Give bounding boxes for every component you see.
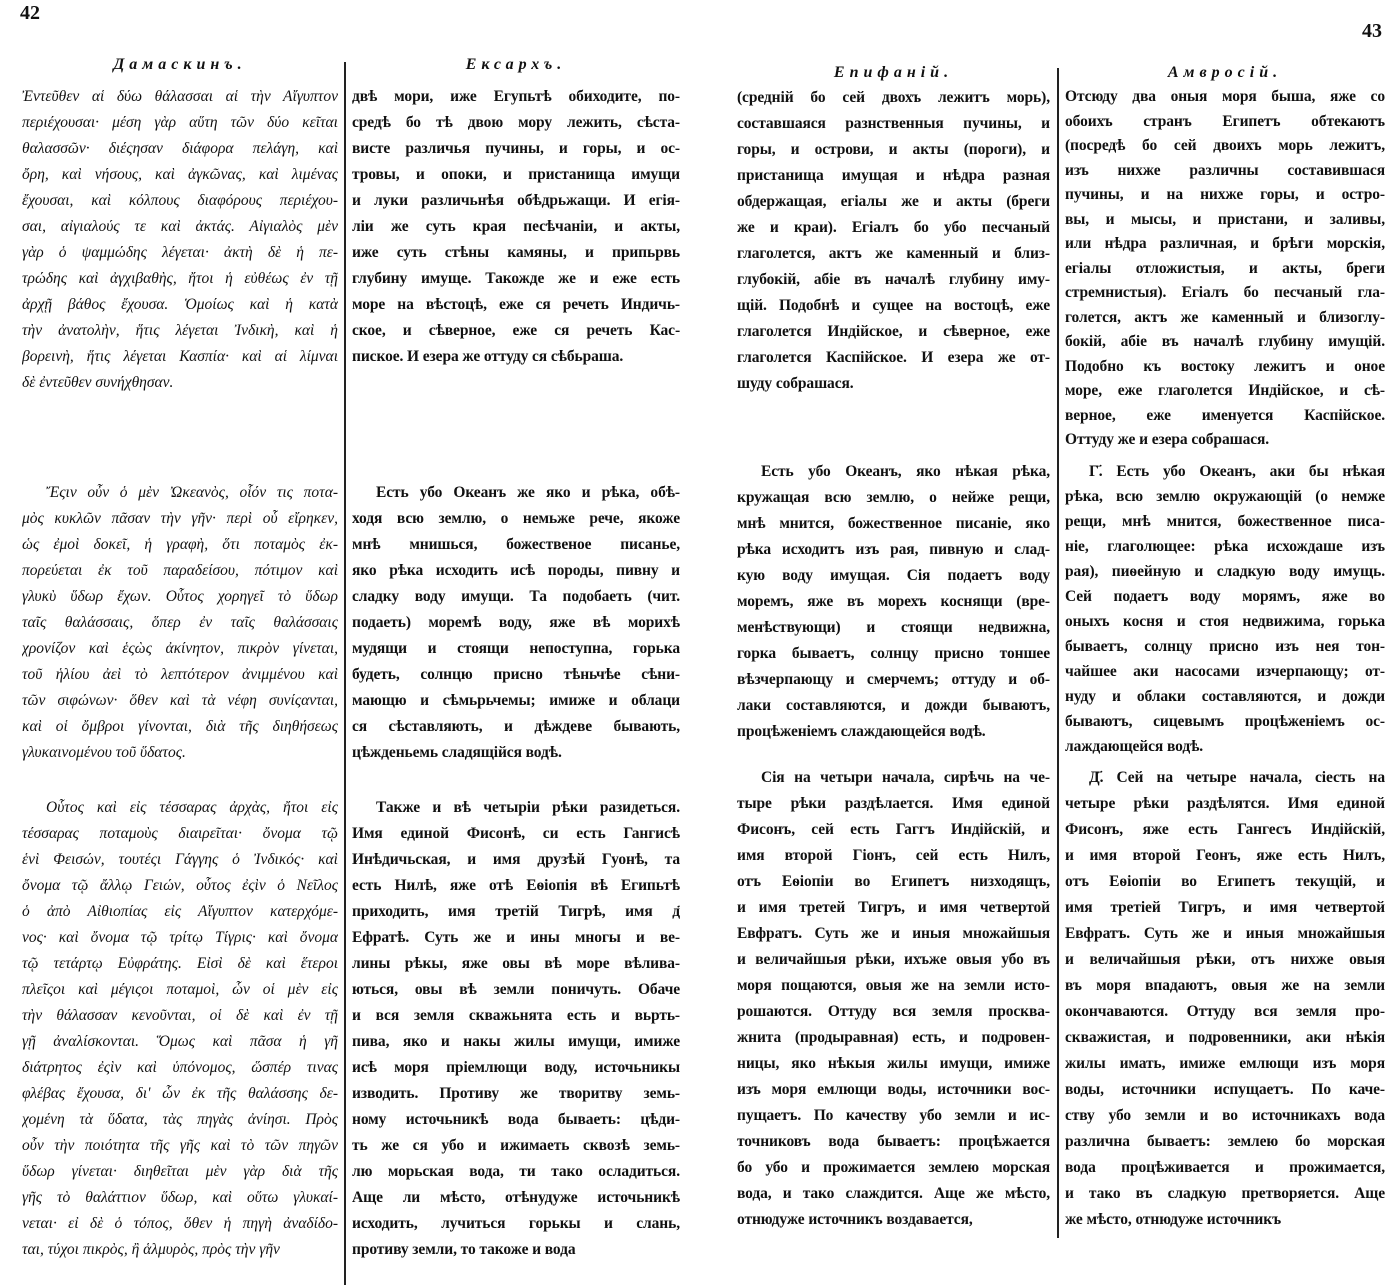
text-line: Отсюду два оныя моря быша, яже со <box>1065 88 1385 105</box>
column-divider-right <box>1057 68 1059 1238</box>
text-line: глаголется Индійское, и сѣверное, еже <box>737 323 1050 340</box>
text-line: отнюдуже источникъ воздавается, <box>737 1211 973 1228</box>
text-line: γλυκαινομένου τοῦ ὕδατος. <box>22 744 186 761</box>
text-line: и имя второй Геонъ, яже есть Нилъ, <box>1065 847 1385 864</box>
text-line: рошаются. Оттуду вся земля просква- <box>737 1003 1050 1020</box>
text-line: различна бываетъ: землею бо морская <box>1065 1133 1385 1150</box>
text-line: цѣжденьемь сладящiйся водѣ. <box>352 744 562 761</box>
text-line: ному источьникѣ вода бываеть: цѣди- <box>352 1111 680 1128</box>
text-line: Имя единой Фисонѣ, си есть Гангисѣ <box>352 825 680 842</box>
text-line: Д҃. Сей на четыре начала, сіесть на <box>1089 769 1385 786</box>
text-line: Ἐντεῦθεν αἱ δύω θάλασσαι αἱ τὴν Αἴγυπτον <box>22 88 338 105</box>
text-line: въ моря впадаютъ, овыя же на земли <box>1065 977 1385 994</box>
text-line: ское, и сѣверное, еже ся речеть Кас- <box>352 322 680 339</box>
text-line: τῶν σιφώνων· ὅθεν καὶ τὰ νέφη συνίςανται, <box>22 692 338 709</box>
text-line: пущаетъ. По качеству убо земли и ис- <box>737 1107 1050 1124</box>
text-line: Фисонъ, сей есть Гаггъ Индійскій, и <box>737 821 1050 838</box>
greek-paragraph-1 <box>22 84 338 396</box>
text-line: есть Нилѣ, яже отѣ Еѳiопiя вѣ Египьтѣ <box>352 877 680 894</box>
text-line: Евфратъ. Суть же и иныя множайшыя <box>1065 925 1385 942</box>
text-line: подаеть) моремѣ воду, яже вѣ морихѣ <box>352 614 680 631</box>
text-line: Евфратъ. Суть же и иныя множайшыя <box>737 925 1050 942</box>
text-line: сладку воду имущи. Та подобаеть (чит. <box>352 588 680 605</box>
text-line: νος· καὶ ὄνομα τῷ τρίτῳ Τίγρις· καὶ ὄνομα <box>22 929 338 946</box>
text-line: Также и вѣ четырiи рѣки разидеться. <box>376 799 680 816</box>
text-line: горы, и острови, и акты (пороги), и <box>737 141 1050 158</box>
text-line: глубину имуще. Такожде же и еже есть <box>352 270 680 287</box>
text-line: щій. Подобнѣ и сущее на востоцѣ, еже <box>737 297 1050 314</box>
text-line: изъ моря емлющи воды, источники вос- <box>737 1081 1050 1098</box>
text-line: Ἔςιν οὖν ὁ μὲν Ὠκεανὸς, οἷόν τις ποτα- <box>46 484 338 501</box>
text-line: средѣ бо тѣ двою мору лежить, сѣста- <box>352 114 680 131</box>
epiphanius-paragraph-2 <box>737 459 1050 745</box>
text-line: Есть убо Океанъ, яко нѣкая рѣка, <box>761 463 1050 480</box>
ambrose-paragraph-1 <box>1065 85 1385 453</box>
text-line: οὖν τὴν ποιότητα τῆς γῆς καὶ τὸ τῶν πηγῶν <box>22 1137 338 1154</box>
text-line: глаголется Каспійское. И езера же от- <box>737 349 1050 366</box>
text-line: Οὗτος καὶ εἰς τέσσαρας ἀρχὰς, ἤτοι εἰς <box>46 799 338 816</box>
text-line: процѣженіемъ слаждающейся водѣ. <box>737 723 986 740</box>
text-line: скважистая, и подровенники, аки нѣкія <box>1065 1029 1385 1046</box>
text-line: Аще ли мѣсто, отѣнудуже источьникѣ <box>352 1189 680 1206</box>
text-line: лаждающейся водѣ. <box>1065 738 1204 755</box>
text-line: вѣзчерпающу и смерчемъ; оттуду и об- <box>737 671 1050 688</box>
text-line: бываетъ, солнцу присно изъ нея тон- <box>1065 638 1385 655</box>
text-line: же и краи). Егiалъ бо убо песчаный <box>737 219 1050 236</box>
text-line: Ефратѣ. Суть же и ины многы и ве- <box>352 929 680 946</box>
text-line: приходить, имя третiй Тигрѣ, имя д҃ <box>352 903 680 920</box>
text-line: мудящи и стоящи непоступна, горька <box>352 640 680 657</box>
text-line: ходя всю землю, о немьже рече, якоже <box>352 510 680 527</box>
text-line: глубокій, абіе въ началѣ глубину иму- <box>737 271 1050 288</box>
text-line: δὲ ἐντεῦθεν συνήχθησαν. <box>22 374 174 391</box>
column-heading-exarch: Ексархъ. <box>465 56 567 73</box>
text-line: оныхъ косня и стоя недвижима, горька <box>1065 613 1385 630</box>
text-line: θαλασσῶν· διέςησαν διάφορα πελάγη, καὶ <box>22 140 338 157</box>
text-line: составшаяся разнственныя пучины, и <box>737 115 1050 132</box>
text-line: имя второй Гіонъ, сей есть Нилъ, <box>737 847 1050 864</box>
text-line: Фисонъ, яже есть Гангесъ Индійскій, <box>1065 821 1385 838</box>
text-line: τρώδης καὶ ἀγχιβαθὴς, ἤτοι ἡ εὐθέως ἐν τῇ <box>22 270 338 287</box>
text-line: ἀρχῇ βάθος ἔχουσα. Ὁμοίως καὶ ἡ κατὰ <box>22 296 338 313</box>
text-line: γὰρ ὁ ψαμμώδης λέγεται· ἀκτὴ δὲ ἡ πε- <box>22 244 338 261</box>
text-line: обоихъ странъ Египетъ обтекаютъ <box>1065 112 1385 130</box>
text-line: τὴν θάλασσαν κενοῦνται, οἱ δὲ καὶ ἐν τῇ <box>22 1007 338 1024</box>
page-number-right: 43 <box>1362 20 1382 42</box>
text-line: и тако въ сладкую претворяется. Аще <box>1065 1185 1385 1202</box>
text-line: бокій, абіе въ началѣ глубину имущій. <box>1065 333 1385 350</box>
text-line: Сей подаетъ воду морямъ, яже во <box>1065 588 1385 605</box>
text-line: бываютъ, сицевымъ процѣженіемъ ос- <box>1065 713 1385 730</box>
text-line: моря пощаются, овыя же на земли исто- <box>737 977 1050 994</box>
text-line: кружащая всю землю, о нейже рещи, <box>737 489 1050 506</box>
text-line: ніе, глаголющее: рѣка исхождаше изъ <box>1065 538 1385 555</box>
greek-paragraph-3 <box>22 795 338 1263</box>
text-line: φλέβας ἔχουσα, δι' ὧν ἐκ τῆς θαλάσσης δε- <box>22 1085 338 1102</box>
text-line: ὁ ἀπὸ Αἰθιοπίας εἰς Αἴγυπτον κατερχόμε- <box>22 903 338 920</box>
text-line: лаки составляются, и дожди бываютъ, <box>737 697 1050 714</box>
text-line: и имя третей Тигръ, и имя четвертой <box>737 899 1050 916</box>
column-heading-damascene: Дамаскинъ. <box>113 56 247 73</box>
text-line: Есть убо Океанъ же яко и рѣка, обѣ- <box>376 484 680 501</box>
text-line: и величайшыя рѣки, ихъже овыя убо въ <box>737 951 1050 968</box>
text-line: мнѣ мнишься, божественое писанье, <box>352 536 680 553</box>
text-line: воды, источники испущаетъ. По каче- <box>1065 1081 1385 1098</box>
text-line: ταῖς θαλάσσαις, ὅπερ ἐν ταῖς θαλάσσαις <box>22 614 338 631</box>
text-line: σαι, αἰγιαλούς τε καὶ ἀκτάς. Αἰγιαλὸς μὲν <box>22 218 338 235</box>
text-line: иже суть стѣны камяны, и припьрвь <box>352 244 680 261</box>
text-line: море на вѣстоцѣ, еже ся речеть Индичь- <box>352 296 680 313</box>
column-heading-epiphanius: Епифаній. <box>833 64 954 81</box>
text-line: Оттуду же и езера собрашася. <box>1065 431 1270 448</box>
ambrose-paragraph-2 <box>1065 459 1385 759</box>
text-line: γῆς τὸ θαλάττιον ὕδωρ, καὶ οὕτω γλυκαί- <box>22 1189 338 1206</box>
text-line: моремъ, яже въ морехъ коснящи (вре- <box>737 593 1050 610</box>
text-line: двѣ мори, иже Егупьтѣ обиходите, по- <box>352 88 680 105</box>
epiphanius-paragraph-1 <box>737 85 1050 397</box>
text-line: изъ нихже различны составившася <box>1065 161 1385 179</box>
text-line: жилы имать, имиже емлющи изъ моря <box>1065 1055 1385 1072</box>
text-line: χομένη τὰ ὕδατα, τὰς πηγὰς ἀνίησι. Πρὸς <box>22 1111 338 1128</box>
text-line: рещи, мнѣ мнится, божественное писа- <box>1065 513 1385 530</box>
text-line: егiалы отложистыя, и акты, бреги <box>1065 259 1385 277</box>
text-line: πλεῖςοι καὶ μέγιςοι ποταμοὶ, ὧν οἱ μὲν εἰς <box>22 981 338 998</box>
text-line: верное, еже именуется Каспійское. <box>1065 406 1385 424</box>
text-line: ть же ся убо и ижимаеть сквозѣ земь- <box>352 1137 680 1154</box>
text-line: висте различья пучины, и горы, и ос- <box>352 140 680 157</box>
text-line: нуду и облаки составляются, и дожди <box>1065 688 1385 705</box>
text-line: περιέχουσαι· μέση γὰρ αὕτη τῶν δύο κεῖται <box>22 114 338 131</box>
text-line: рѣка, всю землю окружающій (о немже <box>1065 488 1385 505</box>
text-line: Подобно къ востоку лежитъ и оное <box>1065 357 1385 375</box>
epiphanius-paragraph-3 <box>737 765 1050 1233</box>
ambrose-paragraph-3 <box>1065 765 1385 1233</box>
text-line: лины рѣкы, яже овы вѣ море вѣлива- <box>352 955 680 972</box>
text-line: бо убо и прожимается землею морская <box>737 1159 1050 1176</box>
text-line: жнита (продыравная) есть, и подровен- <box>737 1029 1050 1046</box>
text-line: исѣ моря прiемлющи воду, источьникы <box>352 1059 680 1076</box>
text-line: тровы, и опоки, и пристанища имущи <box>352 166 680 183</box>
text-line: отъ Еѳіопіи во Египетъ низходящъ, <box>737 873 1050 890</box>
text-line: море, еже глаголется Индійское, и сѣ- <box>1065 382 1385 399</box>
text-line: имя третіей Тигръ, и имя четвертой <box>1065 899 1385 916</box>
text-line: ἔχουσαι, καὶ κόλπους διαφόρους περιέχου- <box>22 192 338 209</box>
text-line: τὴν ἀνατολὴν, ἥτις λέγεται Ἰνδικὴ, καὶ ἡ <box>22 322 338 339</box>
text-line: ὡς ἐμοὶ δοκεῖ, ἡ γραφὴ, ὅτι ποταμὸς ἐκ- <box>22 536 338 553</box>
text-line: Г҃. Есть убо Океанъ, аки бы нѣкая <box>1089 463 1385 480</box>
exarch-paragraph-1 <box>352 84 680 370</box>
text-line: ὕδωρ γίνεται· διηθεῖται μὲν γὰρ διὰ τῆς <box>22 1163 338 1180</box>
text-line: вода процѣживается и прожимается, <box>1065 1159 1385 1176</box>
text-line: γλυκὺ ὕδωρ ἔχων. Οὗτος χορηγεῖ τὸ ὕδωρ <box>22 588 338 605</box>
column-heading-ambrose: Амвросій. <box>1167 64 1283 81</box>
text-line: βορεινὴ, ἥτις λέγεται Κασπία· καὶ αἱ λίμναι <box>22 348 338 365</box>
text-line: мающю и сѣмьрьчемы; имиже и облаци <box>352 692 680 709</box>
text-line: ὄνομα τῷ ἄλλῳ Γειών, οὗτος ἐςὶν ὁ Νεῖλος <box>22 877 338 894</box>
text-line: пучины, и на нихже горы, и остро- <box>1065 186 1385 203</box>
text-line: Инѣдичьская, и имя друзѣй Гуонѣ, та <box>352 851 680 868</box>
page-number-left: 42 <box>20 2 40 24</box>
text-line: и вся земля скважьнята есть и вьрть- <box>352 1007 680 1024</box>
text-line: исходить, лучиться горькы и слань, <box>352 1215 680 1232</box>
text-line: горка бываетъ, солнцу присно тоншее <box>737 645 1050 662</box>
text-line: будеть, солнцю присно тѣньчѣе сѣни- <box>352 666 680 683</box>
text-line: πορεύεται ἐκ τοῦ παραδείσου, πότιμον καὶ <box>22 562 338 579</box>
text-line: ὄρη, καὶ νήσους, καὶ ἀγκῶνας, καὶ λιμένας <box>22 166 338 183</box>
text-line: глаголется, актъ же каменный и близ- <box>737 245 1050 262</box>
text-line: тыре рѣки раздѣлается. Имя единой <box>737 795 1050 812</box>
exarch-paragraph-2 <box>352 480 680 766</box>
text-line: лю морьская вода, ти тако осладиться. <box>352 1163 680 1180</box>
text-line: и луки различьнѣя обѣдрьжащи. И егiя- <box>352 192 680 209</box>
exarch-paragraph-3 <box>352 795 680 1263</box>
text-line: шуду собрашася. <box>737 375 854 392</box>
text-line: ται, τύχοι πικρὸς, ἢ ἁλμυρὸς, πρὸς τὴν γῆν <box>22 1241 280 1258</box>
text-line: четыре рѣки раздѣлятся. Имя единой <box>1065 795 1385 812</box>
text-line: пиское. И езера же оттуду ся сѣбьраша. <box>352 348 624 365</box>
text-line: отъ Еѳіопіи во Египетъ текущій, и <box>1065 873 1385 890</box>
text-line: пристанища имущая и нѣдра разная <box>737 167 1050 184</box>
text-line: рѣка исходитъ изъ рая, пивную и слад- <box>737 541 1050 558</box>
text-line: τέσσαρας ποταμοὺς διαιρεῖται· ὄνομα τῷ <box>22 825 338 842</box>
text-line: лiи же суть края песѣчанiи, и акты, <box>352 218 680 235</box>
text-line: μὸς κυκλῶν πᾶσαν τὴν γῆν· περὶ οὗ εἴρηκεν, <box>22 510 338 527</box>
text-line: ються, овы вѣ земли поничуть. Обаче <box>352 981 680 998</box>
column-divider-left <box>344 62 346 1285</box>
text-line: Сія на четыри начала, сирѣчь на че- <box>761 769 1050 786</box>
text-line: окончаваются. Оттуду вся земля про- <box>1065 1003 1385 1020</box>
text-line: ся сѣставляють, и дѣждеве бывають, <box>352 718 680 735</box>
text-line: вода, и тако слаждится. Аще же мѣсто, <box>737 1185 1050 1202</box>
text-line: мнѣ мнится, божественное писаніе, яко <box>737 515 1050 532</box>
text-line: обдержащая, егiалы же и акты (бреги <box>737 193 1050 210</box>
text-line: изводить. Противу же творитву земь- <box>352 1085 680 1102</box>
text-line: яко рѣка исходить исѣ породы, пивну и <box>352 562 680 579</box>
text-line: ству убо земли и во источникахъ вода <box>1065 1107 1385 1124</box>
text-line: и величайшыя рѣки, отъ нихже овыя <box>1065 951 1385 968</box>
text-line: точниковъ вода бываетъ: процѣжается <box>737 1133 1050 1150</box>
text-line: ницы, яко нѣкыя жилы имущи, имиже <box>737 1055 1050 1072</box>
text-line: пива, яко и накы жилы имущи, имиже <box>352 1033 680 1050</box>
text-line: ἑνὶ Φεισών, τουτέςι Γάγγης ὁ Ἰνδικός· καὶ <box>22 851 338 868</box>
text-line: διάτρητος ἐςὶν καὶ ὑπόνομος, ὥσπέρ τινας <box>22 1059 338 1076</box>
text-line: чайшее аки насосами изчерпающу; от- <box>1065 663 1385 680</box>
greek-paragraph-2 <box>22 480 338 766</box>
text-line: же мѣсто, отнюдуже источникъ <box>1065 1211 1282 1228</box>
text-line: νεται· εἰ δὲ ὁ τόπος, ὅθεν ἡ πηγὴ ἀναδίδο- <box>22 1215 338 1232</box>
text-line: кую воду имущая. Сія подаетъ воду <box>737 567 1050 584</box>
text-line: рая), пиѳейную и сладкую воду имущь. <box>1065 563 1385 580</box>
text-line: χρονίζον καὶ ἑςὼς ἀκίνητον, πικρὸν γίνεται, <box>22 640 338 657</box>
text-line: вы, и мысы, и пристани, и заливы, <box>1065 210 1385 228</box>
text-line: стремнистыя). Егiалъ бо песчаный гла- <box>1065 284 1385 301</box>
text-line: καὶ οἱ ὄμβροι γίνονται, διὰ τῆς διηθήσεως <box>22 718 338 735</box>
text-line: противу земли, то такоже и вода <box>352 1241 576 1258</box>
text-line: или нѣдра различная, и брѣги морскія, <box>1065 235 1385 252</box>
text-line: γῇ ἀναλίσκονται. Ὅμως καὶ πᾶσα ἡ γῆ <box>22 1033 338 1050</box>
text-line: τῷ τετάρτῳ Εὐφράτης. Εἰσὶ δὲ καὶ ἕτεροι <box>22 955 338 972</box>
text-line: τοῦ ἡλίου ἀεὶ τὸ λεπτότερον ἀνιμμένου καὶ <box>22 666 338 683</box>
text-line: (посредѣ бо сей двоихъ морь лежитъ, <box>1065 137 1385 154</box>
text-line: менѣствующи) и стоящи недвижна, <box>737 619 1050 636</box>
text-line: (средній бо сей двохъ лежитъ морь), <box>737 89 1050 106</box>
text-line: голется, актъ же каменный и близоглу- <box>1065 308 1385 326</box>
